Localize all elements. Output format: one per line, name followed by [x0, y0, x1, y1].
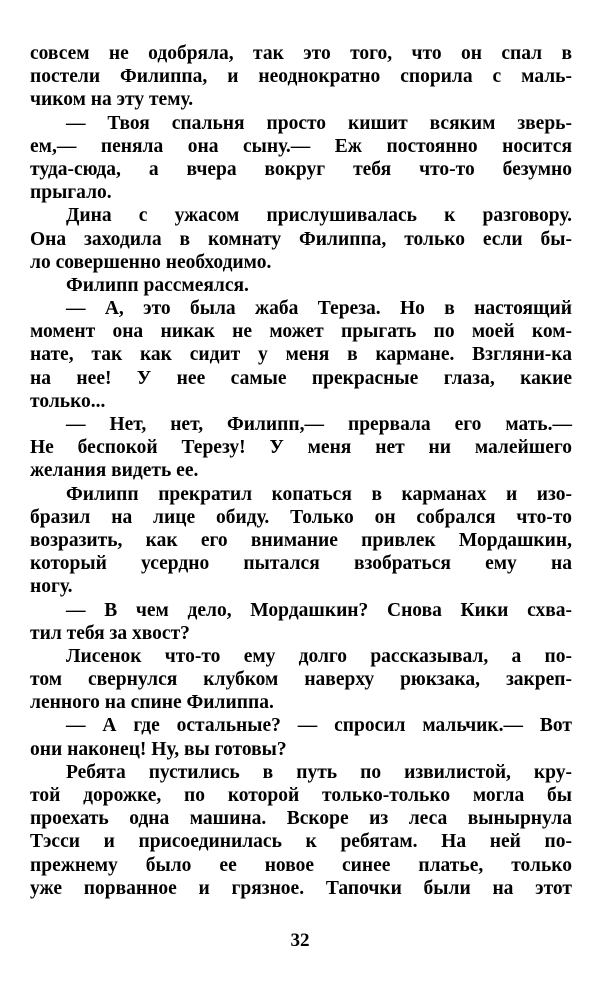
text-line: нате, так как сидит у меня в кармане. Взгляни-ка: [30, 344, 572, 366]
text-line: — Нет, нет, Филипп,— прервала его мать.—: [66, 414, 572, 435]
text-line: прыгало.: [30, 182, 112, 204]
text-line: Она заходила в комнату Филиппа, только если бы-: [30, 228, 572, 250]
text-line: момент она никак не может прыгать по моей ком-: [30, 321, 572, 343]
text-line: — В чем дело, Мордашкин? Снова Кики схва-: [66, 599, 572, 621]
text-line: тил тебя за хвост?: [30, 622, 190, 644]
body-text: [30, 42, 572, 900]
text-line: они наконец! Ну, вы готовы?: [30, 738, 287, 760]
text-line: уже порванное и грязное. Тапочки были на этот: [30, 877, 572, 899]
text-line: — Твоя спальня просто кишит всяким зверь-: [66, 112, 572, 134]
text-line: ем,— пеняла она сыну.— Еж постоянно носится: [30, 135, 572, 157]
text-line: бразил на лице обиду. Только он собрался что-то: [30, 506, 572, 528]
text-line: ленного на спине Филиппа.: [30, 692, 274, 714]
text-line: возразить, как его внимание привлек Мордашкин,: [30, 529, 572, 551]
text-line: совсем не одобряла, так это того, что он спал в: [30, 43, 572, 64]
text-line: на нее! У нее самые прекрасные глаза, какие: [30, 367, 572, 389]
text-line: постели Филиппа, и неоднократно спорила с маль-: [30, 66, 572, 88]
text-line: — А, это была жаба Тереза. Но в настоящий: [66, 298, 572, 320]
text-line: чиком на эту тему.: [30, 89, 194, 111]
text-line: Филипп прекратил копаться в карманах и изо-: [66, 483, 572, 505]
text-line: прежнему было ее новое синее платье, только: [30, 854, 572, 876]
text-line: который усердно пытался взобраться ему на: [30, 553, 572, 575]
text-line: — А где остальные? — спросил мальчик.— Вот: [66, 715, 572, 737]
text-line: Филипп рассмеялся.: [66, 274, 249, 296]
text-line: Тэсси и присоединилась к ребятам. На ней по-: [30, 831, 572, 853]
text-line: Ребята пустились в путь по извилистой, кру-: [66, 761, 572, 783]
page-number: 32: [290, 930, 310, 951]
text-line: только...: [30, 390, 106, 412]
text-line: проехать одна машина. Вскоре из леса вынырнула: [30, 808, 572, 830]
text-line: той дорожке, по которой только-только могла бы: [30, 785, 572, 806]
text-line: Лисенок что-то ему долго рассказывал, а по-: [66, 645, 572, 667]
text-line: Не беспокой Терезу! У меня нет ни малейшего: [30, 437, 572, 459]
text-line: желания видеть ее.: [30, 460, 199, 482]
text-line: ло совершенно необходимо.: [30, 251, 272, 273]
text-line: Дина с ужасом прислушивалась к разговору.: [66, 205, 572, 227]
text-line: том свернулся клубком наверху рюкзака, закреп-: [30, 669, 572, 691]
text-line: ногу.: [30, 576, 73, 598]
text-line: туда-сюда, а вчера вокруг тебя что-то безумно: [30, 158, 572, 180]
